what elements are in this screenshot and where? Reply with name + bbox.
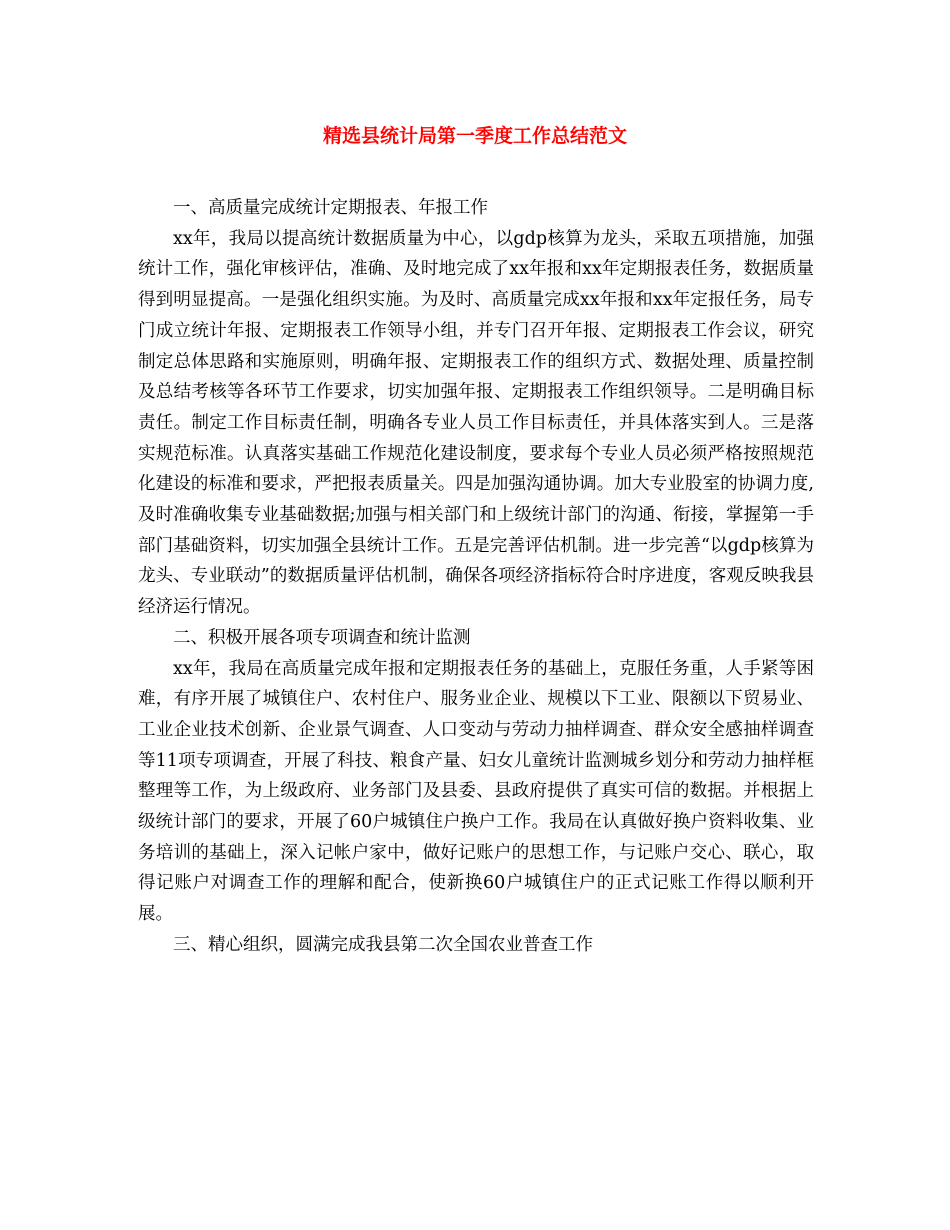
document-body — [138, 193, 814, 961]
document-title: 精选县统计局第一季度工作总结范文 — [322, 125, 627, 147]
paragraph-2: xx年，我局在高质量完成年报和定期报表任务的基础上，克服任务重，人手紧等困难，有序开展了城镇住户、农村住户、服务业企业、规模以下工业、限额以下贸易业、工业企业技术创新、企业景气调查、人口变动与劳动力抽样调查、群众安全感抽样调查等11项专项调查，开展了科技、粮食产量、妇女儿童统计监测城乡划分和劳动力抽样框整理等工作，为上级政府、业务部门及县委、县政府提供了真实可信的数据。并根据上级统计部门的要求，开展了60户城镇住户换户工作。我局在认真做好换户资料收集、业务培训的基础上，深入记帐户家中，做好记账户的思想工作，与记账户交心、联心，取得记账户对调查工作的理解和配合，使新换60户城镇住户的正式记账工作得以顺利开展。 — [138, 658, 814, 925]
section-heading-2: 二、积极开展各项专项调查和统计监测 — [173, 627, 471, 648]
section-heading-3: 三、精心组织，圆满完成我县第二次全国农业普查工作 — [173, 934, 593, 955]
section-heading-1: 一、高质量完成统计定期报表、年报工作 — [173, 198, 488, 218]
paragraph-1: xx年，我局以提高统计数据质量为中心，以gdp核算为龙头，采取五项措施，加强统计工作，强化审核评估，准确、及时地完成了xx年报和xx年定期报表任务，数据质量得到明显提高。一是强化组织实施。为及时、高质量完成xx年报和xx年定报任务，局专门成立统计年报、定期报表工作领导小组，并专门召开年报、定期报表工作会议，研究制定总体思路和实施原则，明确年报、定期报表工作的组织方式、数据处理、质量控制及总结考核等各环节工作要求，切实加强年报、定期报表工作组织领导。二是明确目标责任。制定工作目标责任制，明确各专业人员工作目标责任，并具体落实到人。三是落实规范标准。认真落实基础工作规范化建设制度，要求每个专业人员必须严格按照规范化建设的标准和要求，严把报表质量关。四是加强沟通协调。加大专业股室的协调力度,及时准确收集专业基础数据;加强与相关部门和上级统计部门的沟通、衔接，掌握第一手部门基础资料，切实加强全县统计工作。五是完善评估机制。进一步完善“以gdp核算为龙头、专业联动”的数据质量评估机制，确保各项经济指标符合时序进度，客观反映我县经济运行情况。 — [138, 228, 814, 618]
